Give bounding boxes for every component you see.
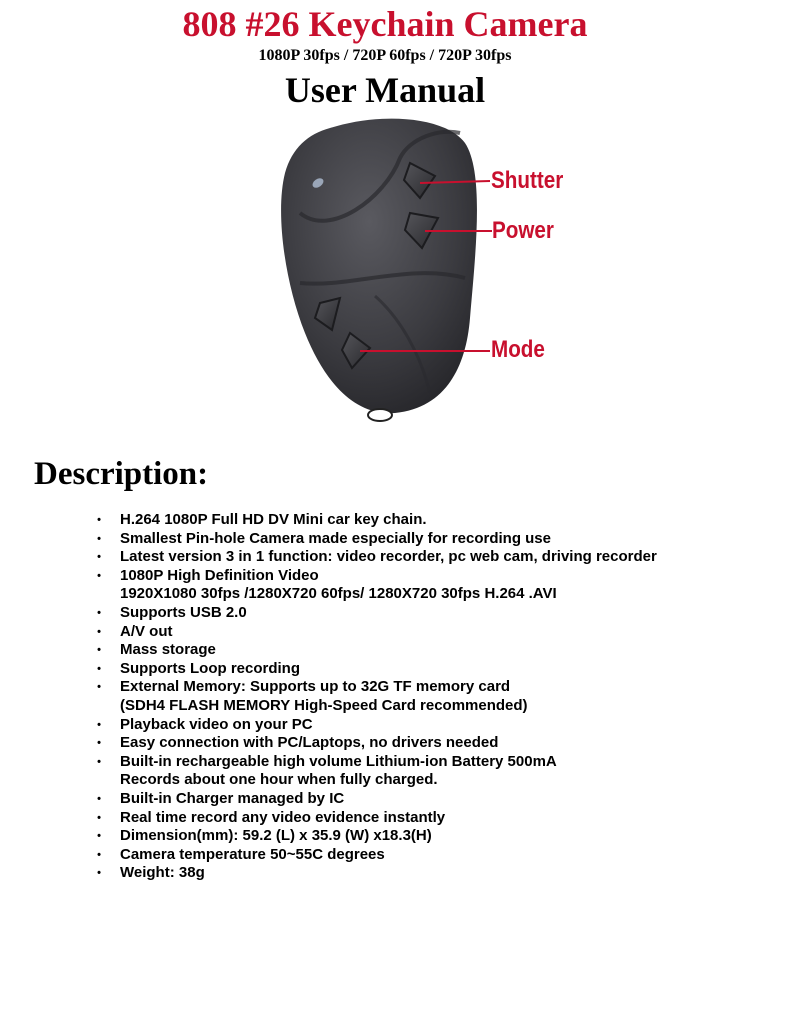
feature-text: Smallest Pin-hole Camera made especially for recording use <box>120 529 551 547</box>
feature-text: (SDH4 FLASH MEMORY High-Speed Card recommended) <box>120 696 528 714</box>
description-heading: Description: <box>34 456 209 492</box>
feature-text: A/V out <box>120 622 173 640</box>
feature-item <box>97 734 790 753</box>
feature-text: 1920X1080 30fps /1280X720 60fps/ 1280X720 30fps H.264 .AVI <box>120 585 557 603</box>
resolution-subtitle: 1080P 30fps / 720P 60fps / 720P 30fps <box>258 47 512 64</box>
feature-text: H.264 1080P Full HD DV Mini car key chain. <box>120 511 427 528</box>
bullet-icon: • <box>97 662 101 675</box>
feature-item <box>97 529 790 549</box>
bullet-icon: • <box>97 551 101 564</box>
feature-item <box>97 622 790 642</box>
feature-text: Built-in rechargeable high volume Lithium-ion Battery 500mA <box>120 752 557 770</box>
bullet-icon: • <box>97 867 101 880</box>
bullet-icon: • <box>97 811 101 824</box>
feature-item <box>97 827 790 846</box>
bullet-icon: • <box>97 718 101 731</box>
shutter-label: Shutter <box>491 167 564 194</box>
bullet-icon: • <box>97 830 101 843</box>
bullet-icon: • <box>97 532 101 545</box>
feature-text: Camera temperature 50~55C degrees <box>120 845 385 863</box>
user-manual-heading: User Manual <box>284 70 486 110</box>
feature-item <box>97 715 790 735</box>
feature-text: Easy connection with PC/Laptops, no drivers needed <box>120 734 499 752</box>
feature-text: 1080P High Definition Video <box>120 566 319 584</box>
feature-text: External Memory: Supports up to 32G TF memory card <box>120 678 511 696</box>
bullet-icon: • <box>97 792 101 805</box>
feature-item <box>97 808 790 828</box>
feature-text: Records about one hour when fully charged. <box>120 771 438 789</box>
mode-label: Mode <box>491 336 545 363</box>
feature-item <box>97 548 790 567</box>
bullet-icon: • <box>97 848 101 861</box>
feature-item <box>97 603 790 623</box>
power-label: Power <box>492 217 554 244</box>
document-title: 808 #26 Keychain Camera <box>182 4 588 44</box>
feature-text: Playback video on your PC <box>120 715 313 733</box>
feature-item <box>97 678 790 715</box>
feature-text: Supports USB 2.0 <box>120 603 247 621</box>
feature-text: Mass storage <box>120 641 216 659</box>
feature-text: Dimension(mm): 59.2 (L) x 35.9 (W) x18.3(H) <box>120 827 432 845</box>
feature-item <box>97 641 790 660</box>
feature-item <box>97 789 790 809</box>
bullet-icon: • <box>97 606 101 619</box>
bullet-icon: • <box>97 755 101 768</box>
feature-item <box>97 864 790 883</box>
bullet-icon: • <box>97 514 101 526</box>
feature-text: Latest version 3 in 1 function: video recorder, pc web cam, driving recorder <box>120 548 657 566</box>
feature-text: Weight: 38g <box>120 864 205 882</box>
feature-text: Real time record any video evidence instantly <box>120 808 446 826</box>
bullet-icon: • <box>97 737 101 750</box>
camera-body <box>281 119 477 414</box>
feature-text: Built-in Charger managed by IC <box>120 789 345 807</box>
feature-item <box>97 659 790 679</box>
feature-item <box>97 511 790 530</box>
bullet-icon: • <box>97 569 101 582</box>
feature-item <box>97 752 790 790</box>
feature-item <box>97 566 790 604</box>
feature-list <box>97 511 790 883</box>
keychain-camera-image <box>270 118 580 438</box>
feature-text: Supports Loop recording <box>120 659 300 677</box>
bullet-icon: • <box>97 625 101 638</box>
lanyard-hole <box>368 409 392 421</box>
bullet-icon: • <box>97 681 101 694</box>
bullet-icon: • <box>97 644 101 657</box>
feature-item <box>97 845 790 865</box>
